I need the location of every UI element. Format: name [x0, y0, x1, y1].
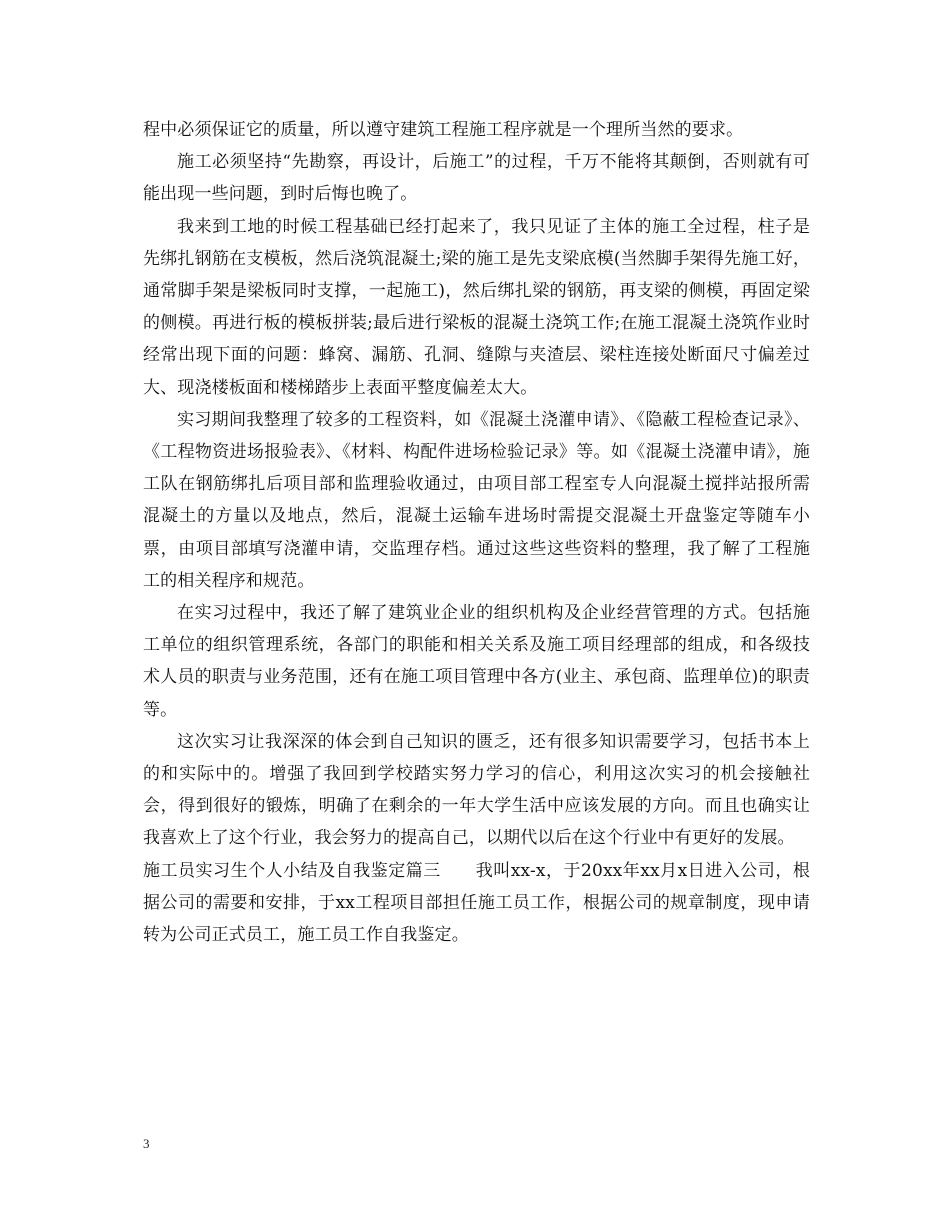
paragraph-engineering-documents: 实习期间我整理了较多的工程资料，如《混凝土浇灌申请》、《隐蔽工程检查记录》、《工程物资进场报验表》、《材料、构配件进场检验记录》等。如《混凝土浇灌申请》，施工队在钢筋绑扎后项目部和监理验收通过，由项目部工程室专人向混凝土搅拌站报所需混凝土的方量以及地点，然后，混凝土运输车进场时需提交混凝土开盘鉴定等随车小票，由项目部填写浇灌申请，交监理存档。通过这些这些资料的整理，我了解了工程施工的相关程序和规范。	[143, 409, 810, 591]
paragraph-section-three: 施工员实习生个人小结及自我鉴定篇三 我叫xx-x，于20xx年xx月x日进入公司，根据公司的需要和安排，于xx工程项目部担任施工员工作，根据公司的规章制度，现申请转为公司正式员工，施工员工作自我鉴定。	[143, 860, 810, 946]
paragraph-reflection: 这次实习让我深深的体会到自己知识的匮乏，还有很多知识需要学习，包括书本上的和实际中的。增强了我回到学校踏实努力学习的信心，利用这次实习的机会接触社会，得到很好的锻炼，明确了在剩余的一年大学生活中应该发展的方向。而且也确实让我喜欢上了这个行业，我会努力的提高自己，以期代以后在这个行业中有更好的发展。	[143, 731, 810, 849]
paragraph-continuation: 程中必须保证它的质量，所以遵守建筑工程施工程序就是一个理所当然的要求。	[143, 120, 744, 140]
paragraph-construction-order: 施工必须坚持“先勘察，再设计，后施工”的过程，千万不能将其颠倒，否则就有可能出现一些问题，到时后悔也晚了。	[143, 152, 810, 205]
page-number: 3	[143, 1136, 150, 1151]
document-body	[143, 114, 810, 951]
paragraph-site-observation: 我来到工地的时候工程基础已经打起来了，我只见证了主体的施工全过程，柱子是先绑扎钢筋在支模板，然后浇筑混凝土;梁的施工是先支梁底模(当然脚手架得先施工好，通常脚手架是梁板同时支撑，一起施工)，然后绑扎梁的钢筋，再支梁的侧模，再固定梁的侧模。再进行板的模板拼装;最后进行梁板的混凝土浇筑工作;在施工混凝土浇筑作业时经常出现下面的问题：蜂窝、漏筋、孔洞、缝隙与夹渣层、梁柱连接处断面尺寸偏差过大、现浇楼板面和楼梯踏步上表面平整度偏差太大。	[143, 216, 810, 398]
paragraph-organization: 在实习过程中，我还了解了建筑业企业的组织机构及企业经营管理的方式。包括施工单位的组织管理系统，各部门的职能和相关关系及施工项目经理部的组成，和各级技术人员的职责与业务范围，还有在施工项目管理中各方(业主、承包商、监理单位)的职责等。	[143, 603, 810, 720]
